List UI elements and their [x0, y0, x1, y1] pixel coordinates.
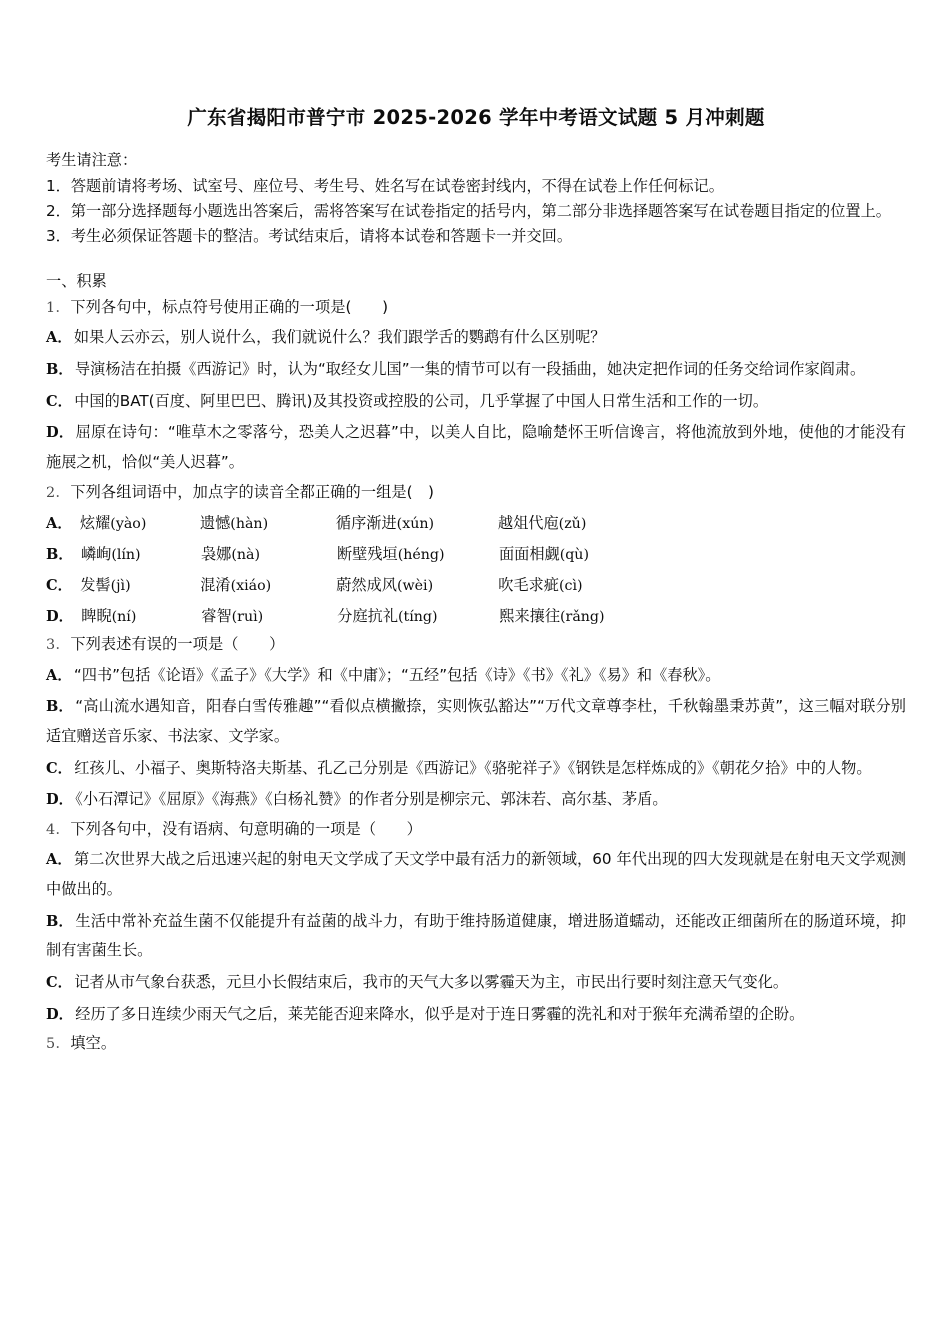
- pinyin-cell: [336, 508, 498, 539]
- option-label: C．: [46, 759, 73, 777]
- section-heading-accumulation: 一、积累: [46, 271, 107, 290]
- pinyin-reading: (xiáo): [230, 578, 272, 595]
- question-1-stem-text: 下列各句中，标点符号使用正确的一项是( ): [70, 297, 389, 316]
- question-1-stem: [46, 295, 906, 320]
- question-3-option-d[interactable]: [46, 785, 906, 815]
- question-4: [46, 817, 906, 1029]
- option-label: B．: [46, 360, 73, 378]
- option-text: 《小石潭记》《屈原》《海燕》《白杨礼赞》的作者分别是柳宗元、郭沫若、高尔基、茅盾。: [75, 790, 668, 809]
- question-3-number: 3．: [46, 637, 71, 654]
- pinyin-reading: (xún): [396, 515, 435, 532]
- option-text: 导演杨洁在拍摄《西游记》时，认为“取经女儿国”一集的情节可以有一段插曲，她决定把作词的任务交给词作家阎肃。: [74, 359, 866, 378]
- option-text: “高山流水遇知音，阳春白雪传雅趣”“看似点横撇捺，实则恢弘豁达”“万代文章尊李杜，千秋翰墨秉苏黄”，这三幅对联分别适宜赠送音乐家、书法家、文学家。: [46, 697, 906, 746]
- question-2-stem-text: 下列各组词语中，加点字的读音全都正确的一组是( ): [70, 482, 435, 501]
- pinyin-word: 越俎代庖: [497, 513, 559, 532]
- pinyin-cell: [201, 601, 337, 632]
- option-label: A．: [46, 514, 72, 532]
- pinyin-reading: (hàn): [230, 515, 269, 532]
- option-label: D．: [46, 1005, 74, 1023]
- question-2-option-a[interactable]: [46, 508, 906, 539]
- pinyin-word: 遗憾: [199, 513, 231, 532]
- pinyin-cell: [499, 601, 604, 632]
- pinyin-cell: [498, 570, 582, 601]
- question-3-stem: [46, 632, 906, 657]
- page-content: [46, 104, 906, 1059]
- option-text: 中国的BAT(百度、阿里巴巴、腾讯)及其投资或控股的公司，几乎掌握了中国人日常生活和工作的一切。: [74, 391, 769, 410]
- pinyin-reading: (nà): [231, 546, 260, 563]
- page-title: 广东省揭阳市普宁市 2025-2026 学年中考语文试题 5 月冲刺题: [187, 106, 765, 129]
- question-1: [46, 295, 906, 478]
- question-2-stem: [46, 480, 906, 505]
- question-4-option-c[interactable]: [46, 968, 906, 998]
- option-label: D．: [46, 424, 74, 442]
- pinyin-word: 炫耀: [79, 513, 111, 532]
- pinyin-cell: [200, 570, 336, 601]
- option-label: B．: [46, 912, 74, 930]
- pinyin-cell: [80, 508, 200, 539]
- pinyin-reading: (héng): [397, 546, 445, 563]
- pinyin-cell: [81, 539, 201, 570]
- pinyin-word: 面面相觑: [498, 544, 560, 563]
- option-text: 经历了多日连续少雨天气之后，莱芜能否迎来降水，似乎是对于连日雾霾的洗礼和对于猴年充满希望的企盼。: [75, 1004, 805, 1023]
- option-text: 如果人云亦云，别人说什么，我们就说什么？我们跟学舌的鹦鹉有什么区别呢？: [73, 328, 606, 347]
- pinyin-cell: [81, 601, 201, 632]
- option-text: 第二次世界大战之后迅速兴起的射电天文学成了天文学中最有活力的新领域，60 年代出现的四大发现就是在射电天文学观测中做出的。: [46, 850, 906, 898]
- option-label: A．: [46, 329, 72, 347]
- question-4-stem: [46, 817, 906, 842]
- pinyin-reading: (lín): [111, 546, 141, 563]
- option-label: B．: [46, 698, 74, 716]
- question-3-stem-text: 下列表述有误的一项是（ ）: [70, 635, 285, 654]
- pinyin-cell: [498, 508, 586, 539]
- question-4-stem-text: 下列各句中，没有语病、句意明确的一项是（ ）: [70, 819, 422, 838]
- question-2-option-d[interactable]: [46, 601, 906, 632]
- question-4-option-a[interactable]: [46, 845, 906, 904]
- question-3: [46, 632, 906, 815]
- pinyin-word: 熙来攘往: [499, 607, 560, 626]
- question-1-option-b[interactable]: [46, 355, 906, 385]
- pinyin-reading: (zǔ): [558, 515, 587, 532]
- option-label: B．: [46, 545, 73, 563]
- pinyin-cell: [337, 539, 499, 570]
- pinyin-cell: [200, 508, 336, 539]
- question-4-number: 4．: [46, 821, 71, 838]
- pinyin-word: 蔚然成风: [336, 576, 397, 595]
- spacer: [46, 249, 906, 269]
- question-5-number: 5．: [46, 1036, 71, 1053]
- option-label: D．: [46, 608, 74, 626]
- option-text: 屈原在诗句：“唯草木之零落兮，恐美人之迟暮”中，以美人自比，隐喻楚怀王听信谗言，将他流放到外地，使他的才能没有施展之机，恰似“美人迟暮”。: [46, 423, 906, 471]
- question-2: [46, 480, 906, 633]
- pinyin-reading: (jì): [110, 578, 131, 595]
- question-2-number: 2．: [46, 484, 71, 501]
- pinyin-cell: [80, 570, 200, 601]
- pinyin-word: 循序渐进: [335, 513, 397, 532]
- option-label: C．: [46, 577, 73, 595]
- question-2-option-b[interactable]: [46, 539, 906, 570]
- pinyin-word: 发髻: [80, 576, 111, 595]
- option-label: A．: [46, 666, 72, 684]
- option-text: 红孩儿、小福子、奥斯特洛夫斯基、孔乙己分别是《西游记》《骆驼祥子》《钢铁是怎样炼成的》《朝花夕拾》中的人物。: [74, 758, 872, 777]
- pinyin-word: 吹毛求疵: [498, 576, 559, 595]
- option-label: C．: [46, 392, 73, 410]
- option-label: A．: [46, 851, 73, 869]
- pinyin-word: 袅娜: [200, 544, 232, 563]
- pinyin-reading: (yào): [110, 515, 147, 532]
- pinyin-word: 混淆: [200, 576, 231, 595]
- pinyin-cell: [201, 539, 337, 570]
- pinyin-cell: [337, 601, 499, 632]
- pinyin-word: 分庭抗礼: [337, 607, 398, 626]
- question-5: [46, 1031, 906, 1056]
- question-2-option-c[interactable]: [46, 570, 906, 601]
- pinyin-reading: (tíng): [398, 609, 438, 626]
- option-text: 记者从市气象台获悉，元旦小长假结束后，我市的天气大多以雾霾天为主，市民出行要时刻注意天气变化。: [74, 972, 789, 991]
- notice-item-3: 3．考生必须保证答题卡的整洁。考试结束后，请将本试卷和答题卡一并交回。: [46, 226, 573, 245]
- option-text: “四书”包括《论语》《孟子》《大学》和《中庸》；“五经”包括《诗》《书》《礼》《易》和《春秋》。: [73, 665, 721, 684]
- question-4-option-d[interactable]: [46, 1000, 906, 1030]
- pinyin-word: 睿智: [201, 607, 232, 626]
- pinyin-word: 睥睨: [81, 607, 112, 626]
- option-text: 生活中常补充益生菌不仅能提升有益菌的战斗力，有助于维持肠道健康，增进肠道蠕动，还能改正细菌所在的肠道环境，抑制有害菌生长。: [46, 911, 906, 960]
- pinyin-word: 断壁残垣: [336, 544, 398, 563]
- pinyin-cell: [336, 570, 498, 601]
- pinyin-reading: (rǎng): [560, 609, 605, 626]
- notice-block: [46, 148, 906, 248]
- question-1-option-d[interactable]: [46, 418, 906, 477]
- question-1-option-a[interactable]: [46, 323, 906, 353]
- option-label: D．: [46, 791, 74, 809]
- pinyin-reading: (ní): [111, 609, 137, 626]
- question-3-option-b[interactable]: [46, 692, 906, 751]
- question-1-option-c[interactable]: [46, 387, 906, 417]
- question-3-option-c[interactable]: [46, 754, 906, 784]
- pinyin-reading: (qù): [559, 546, 589, 563]
- pinyin-reading: (ruì): [231, 609, 264, 626]
- pinyin-cell: [499, 539, 589, 570]
- pinyin-word: 嶙峋: [80, 544, 112, 563]
- pinyin-reading: (cì): [558, 578, 583, 595]
- notice-heading: 考生请注意：: [46, 151, 138, 170]
- option-label: C．: [46, 973, 73, 991]
- notice-item-1: 1．答题前请将考场、试室号、座位号、考生号、姓名写在试卷密封线内，不得在试卷上作任何标记。: [46, 176, 724, 195]
- question-3-option-a[interactable]: [46, 661, 906, 691]
- notice-item-2: 2．第一部分选择题每小题选出答案后，需将答案写在试卷指定的括号内，第二部分非选择题答案写在试卷题目指定的位置上。: [46, 201, 891, 220]
- pinyin-reading: (wèi): [396, 578, 434, 595]
- question-1-number: 1．: [46, 299, 71, 316]
- question-5-stem-text: 填空。: [70, 1034, 117, 1053]
- question-4-option-b[interactable]: [46, 907, 906, 966]
- question-5-stem: [46, 1031, 906, 1056]
